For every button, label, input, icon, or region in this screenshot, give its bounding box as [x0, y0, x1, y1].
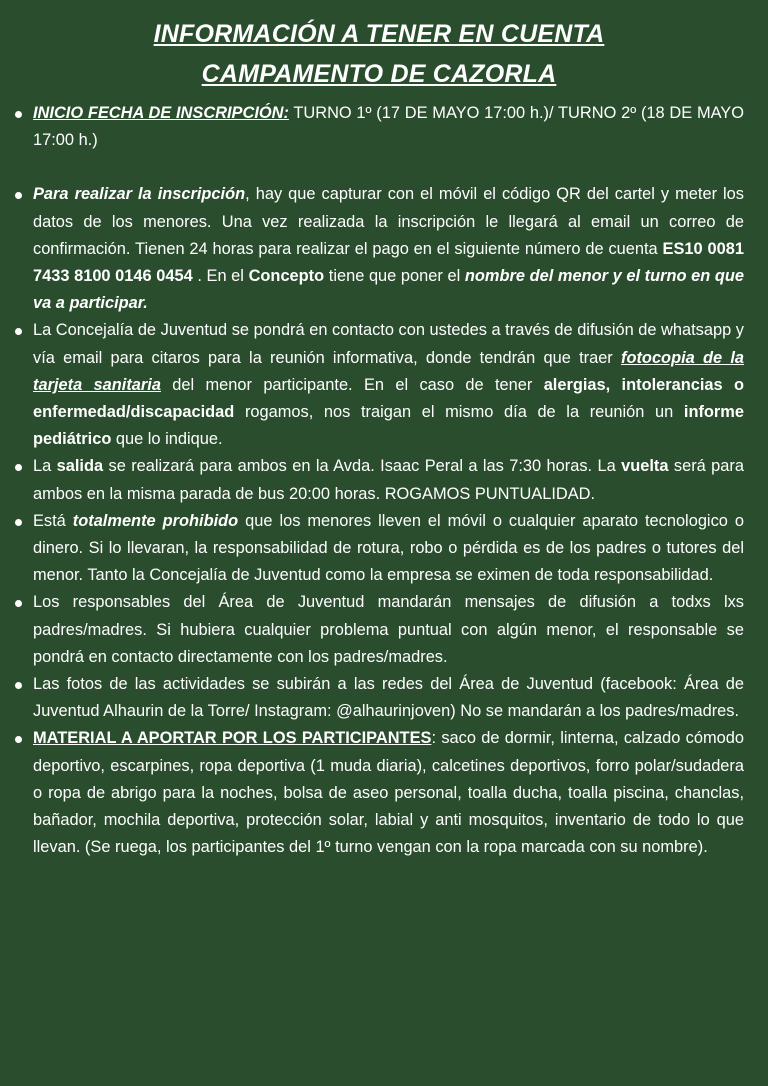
list-item-meeting: La Concejalía de Juventud se pondrá en contacto con ustedes a través de difusión de whatsapp y vía email para citaros para la reunión informativa, donde tendrán que traer fotocopia de la tarjeta sanitaria del menor participante. En el caso de tener alergias, intolerancias o enfermedad/discapacidad rogamos, nos traigan el mismo día de la reunión un informe pediátrico que lo indique.	[14, 317, 744, 453]
registration-dates: TURNO 1º (17 DE MAYO 17:00 h.)/ TURNO 2º (18 DE MAYO 17:00 h.)	[33, 104, 744, 150]
list-item-photos: Las fotos de las actividades se subirán a las redes del Área de Juventud (facebook: Área de Juventud Alhaurin de la Torre/ Instagram: @alhaurinjoven) No se mandarán a los padres/madres.	[14, 671, 744, 725]
materials-heading: MATERIAL A APORTAR POR LOS PARTICIPANTES	[33, 729, 432, 748]
materials-list: : saco de dormir, linterna, calzado cómodo deportivo, escarpines, ropa deportiva (1 muda diaria), calcetines deportivos, forro polar/sudadera o ropa de abrigo para la noches, bolsa de aseo personal, toalla ducha, toalla piscina, chanclas, bañador, mochila deportiva, protección solar, labial y anti mosquitos, inventario de todo lo que llevan. (Se ruega, los participantes del 1º turno vengan con la ropa marcada con su nombre).	[33, 729, 744, 857]
list-item-messages: Los responsables del Área de Juventud mandarán mensajes de difusión a todxs lxs padres/madres. Si hubiera cualquier problema puntual con algún menor, el responsable se pondrá en contacto directamente con los padres/madres.	[14, 589, 744, 671]
document-title	[14, 14, 744, 94]
list-item-materials	[14, 725, 744, 861]
list-item-registration-dates	[14, 100, 744, 154]
concept-label: Concepto	[248, 267, 325, 286]
allergies-note: alergias, intolerancias o enfermedad/discapacidad	[33, 375, 745, 422]
title-line-2: CAMPAMENTO DE CAZORLA	[201, 60, 557, 88]
list-item-registration-steps: Para realizar la inscripción, hay que capturar con el móvil el código QR del cartel y meter los datos de los menores. Una vez realizada la inscripción le llegará al email un correo de confirmación. Tienen 24 horas para realizar el pago en el siguiente número de cuenta ES10 0081 7433 8100 0146 0454 . En el Concepto tiene que poner el nombre del menor y el turno en que va a participar.	[14, 181, 744, 317]
prohibited-label: totalmente prohibido	[72, 511, 239, 530]
list-item-prohibited: Está totalmente prohibido que los menores lleven el móvil o cualquier aparato tecnologico o dinero. Si lo llevaran, la responsabilidad de rotura, robo o pérdida es de los padres o tutores del menor. Tanto la Concejalía de Juventud como la empresa se eximen de toda responsabilidad.	[14, 508, 744, 590]
registration-heading: INICIO FECHA DE INSCRIPCIÓN:	[33, 104, 289, 122]
concept-value: nombre del menor y el turno en que va a participar.	[33, 267, 745, 313]
registration-lead: Para realizar la inscripción	[33, 185, 246, 204]
list-item-departure-return: La salida se realizará para ambos en la Avda. Isaac Peral a las 7:30 horas. La vuelta será para ambos en la misma parada de bus 20:00 horas. ROGAMOS PUNTUALIDAD.	[14, 453, 744, 507]
health-card-note: fotocopia de la tarjeta sanitaria	[33, 348, 744, 394]
bank-account-number: ES10 0081 7433 8100 0146 0454	[33, 239, 744, 286]
departure-label: salida	[56, 457, 104, 476]
return-label: vuelta	[621, 457, 669, 476]
title-line-1: INFORMACIÓN A TENER EN CUENTA	[153, 20, 605, 48]
pediatric-report-note: informe pediátrico	[33, 403, 744, 449]
info-list	[14, 100, 744, 861]
